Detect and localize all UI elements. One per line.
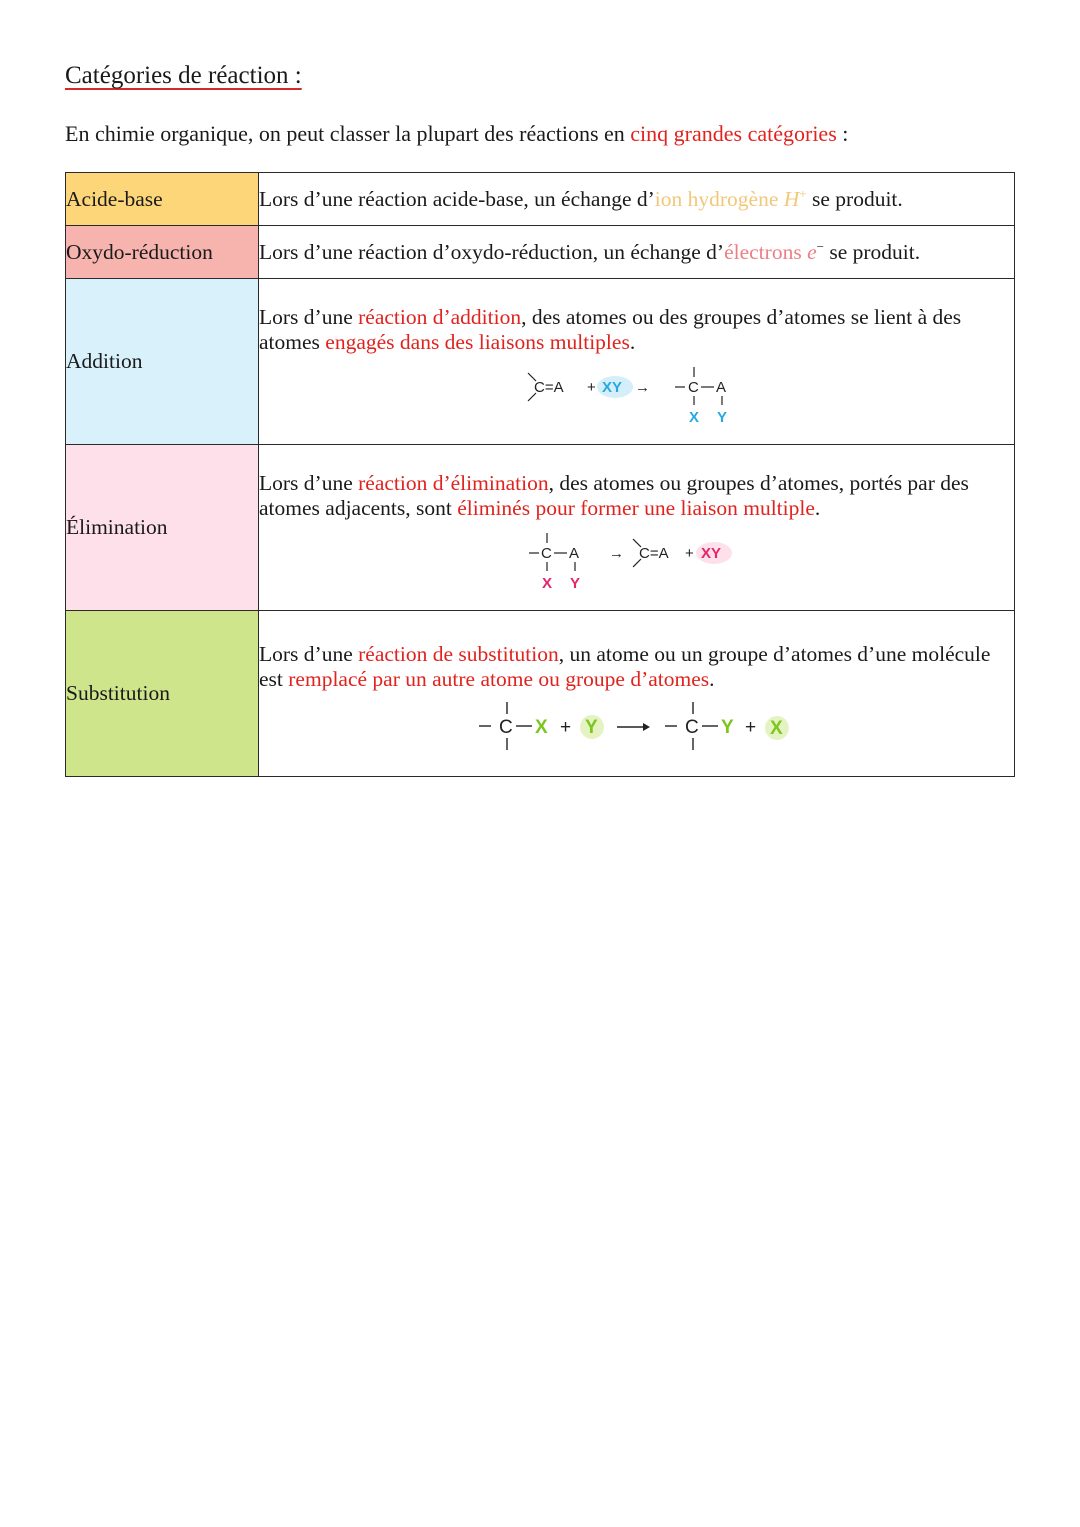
svg-text:X: X xyxy=(541,574,552,592)
category-description-addition: Lors d’une réaction d’addition, des atomes ou des groupes d’atomes se lient à des atomes engagés dans des liaisons multiples. C=A + XY → C A X Y xyxy=(259,279,1015,445)
svg-text:C: C xyxy=(540,544,552,562)
svg-text:C=A: C=A xyxy=(533,378,564,396)
table-row xyxy=(66,173,1015,226)
category-description-elimination: Lors d’une réaction d’élimination, des atomes ou groupes d’atomes, portés par des atomes adjacents, sont éliminés pour former une liaison multiple. C A X Y → C=A + XY xyxy=(259,445,1015,611)
category-description-oxydo-reduction: Lors d’une réaction d’oxydo-réduction, un échange d’électrons e− se produit. xyxy=(259,226,1015,279)
svg-text:A: A xyxy=(715,378,726,396)
svg-text:+: + xyxy=(684,544,694,562)
svg-text:XY: XY xyxy=(700,544,721,562)
category-description-acid-base: Lors d’une réaction acide-base, un échange d’ion hydrogène H+ se produit. xyxy=(259,173,1015,226)
svg-text:+: + xyxy=(559,716,571,738)
substitution-equation xyxy=(477,700,797,756)
svg-text:C: C xyxy=(687,378,699,396)
intro-text: En chimie organique, on peut classer la plupart des réactions en cinq grandes catégories : xyxy=(65,121,849,146)
svg-text:+: + xyxy=(744,716,756,738)
svg-text:X: X xyxy=(688,408,699,426)
addition-equation xyxy=(522,363,752,429)
category-name-acid-base: Acide-base xyxy=(66,173,259,226)
svg-text:C=A: C=A xyxy=(638,544,669,562)
reaction-categories-table xyxy=(65,172,1015,777)
svg-text:→: → xyxy=(608,544,624,562)
svg-text:Y: Y xyxy=(720,716,734,738)
svg-text:X: X xyxy=(534,716,548,738)
svg-text:X: X xyxy=(769,717,783,739)
svg-text:Y: Y xyxy=(716,408,727,426)
svg-text:→: → xyxy=(634,378,650,396)
svg-text:A: A xyxy=(568,544,579,562)
table-row xyxy=(66,226,1015,279)
category-name-oxydo-reduction: Oxydo-réduction xyxy=(66,226,259,279)
category-name-addition: Addition xyxy=(66,279,259,445)
category-name-elimination: Élimination xyxy=(66,445,259,611)
table-row xyxy=(66,611,1015,777)
svg-text:XY: XY xyxy=(601,378,622,396)
svg-text:Y: Y xyxy=(569,574,580,592)
svg-text:C: C xyxy=(684,716,699,738)
svg-text:Y: Y xyxy=(584,716,598,738)
elimination-equation xyxy=(527,529,747,595)
table-row xyxy=(66,279,1015,445)
table-row xyxy=(66,445,1015,611)
page-title: Catégories de réaction : xyxy=(65,62,302,89)
intro-highlight: cinq grandes catégories xyxy=(630,121,837,146)
svg-text:C: C xyxy=(498,716,513,738)
category-name-substitution: Substitution xyxy=(66,611,259,777)
svg-text:+: + xyxy=(586,378,596,396)
category-description-substitution: Lors d’une réaction de substitution, un atome ou un groupe d’atomes d’une molécule est remplacé par un autre atome ou groupe d’atomes. C X + Y C Y + X xyxy=(259,611,1015,777)
